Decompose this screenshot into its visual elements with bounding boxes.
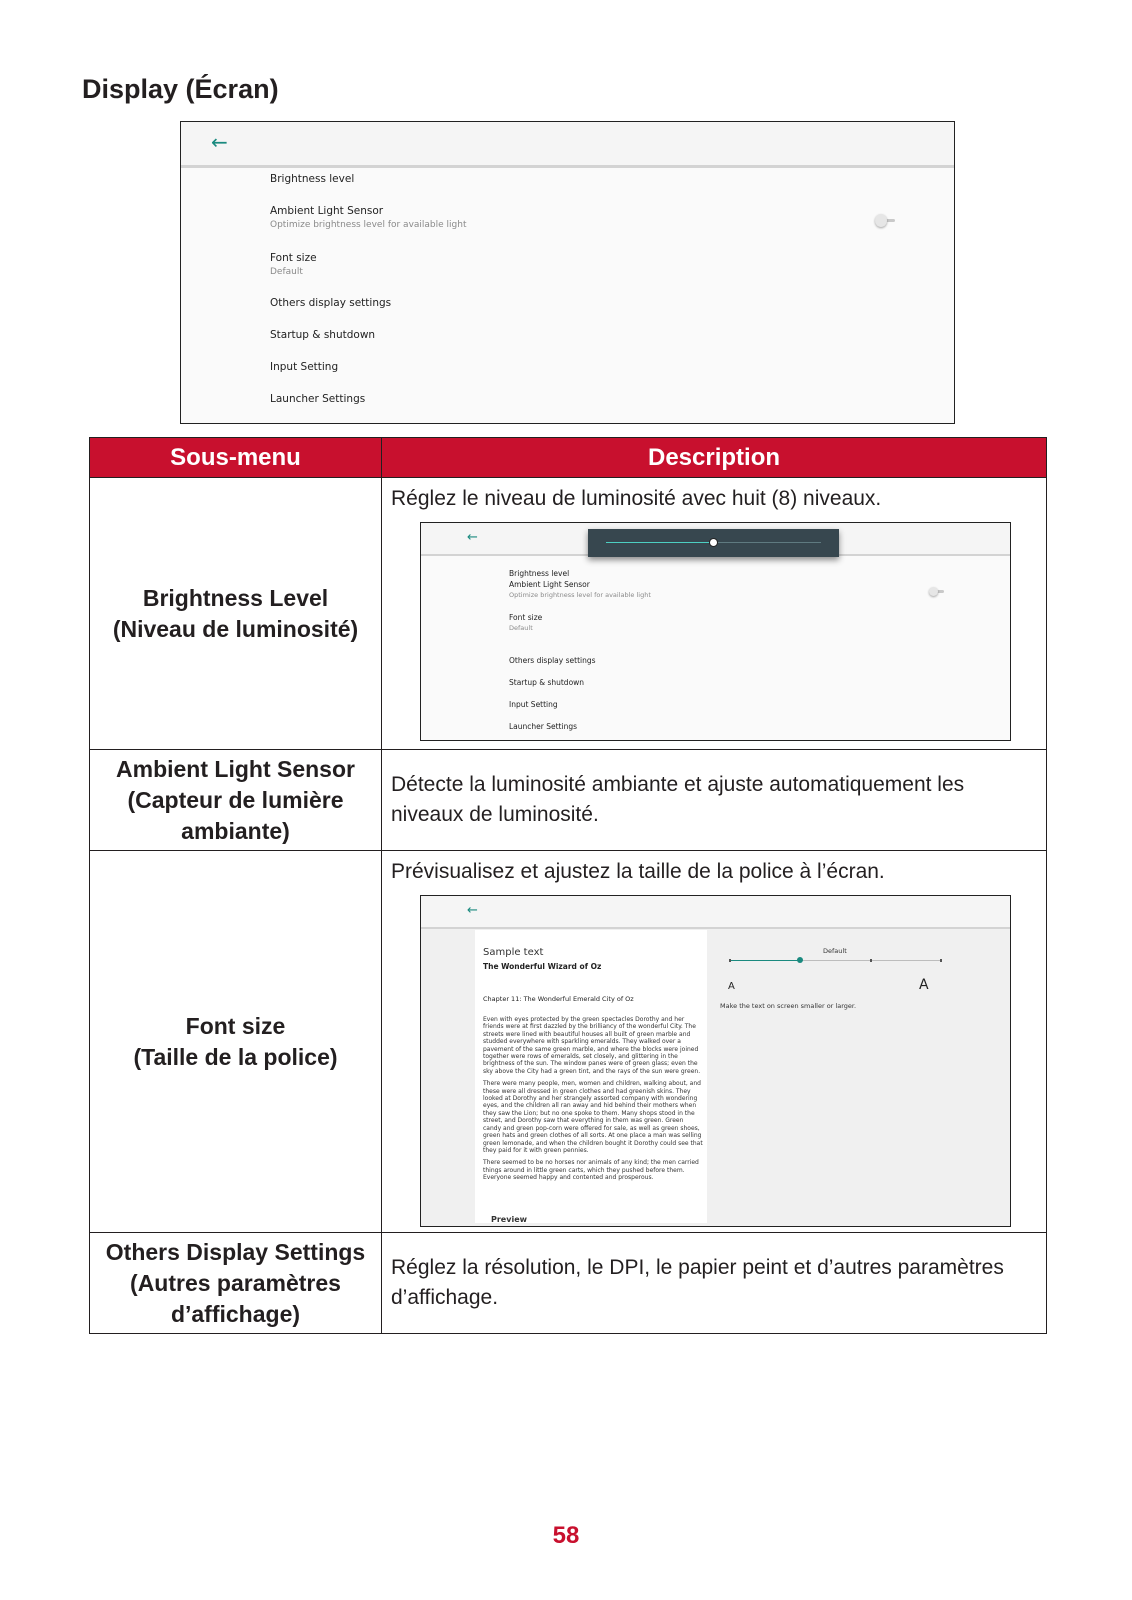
description-text: Prévisualisez et ajustez la taille de la police à l’écran. xyxy=(391,860,885,883)
toggle-knob xyxy=(929,587,938,596)
item-label: Input Setting xyxy=(270,361,339,373)
preview-sheet xyxy=(475,930,707,1223)
item-label: Launcher Settings xyxy=(270,393,366,405)
item-sub: Default xyxy=(270,267,303,277)
table-row xyxy=(90,851,1047,1233)
menu-item-input[interactable] xyxy=(270,361,338,373)
top-bar xyxy=(181,122,954,168)
item-label: Startup & shutdown xyxy=(509,678,585,687)
slider-fill xyxy=(606,542,714,543)
sample-body xyxy=(483,952,703,1187)
brightness-screenshot xyxy=(420,522,1011,741)
description-cell xyxy=(382,851,1047,1233)
item-label: Font size xyxy=(270,252,317,264)
item-label: Ambient Light Sensor xyxy=(509,580,590,589)
menu-item-ambient-light[interactable] xyxy=(509,580,651,600)
name-line: (Niveau de luminosité) xyxy=(112,615,359,642)
brightness-slider-popup xyxy=(588,529,839,557)
menu-item-launcher[interactable] xyxy=(509,712,577,741)
name-line: Ambient Light Sensor xyxy=(116,755,355,782)
menu-item-launcher[interactable] xyxy=(270,393,365,405)
slider-thumb[interactable] xyxy=(709,538,718,547)
name-line: Brightness Level xyxy=(142,584,329,611)
item-sub: Default xyxy=(509,624,533,632)
book-title: The Wonderful Wizard of Oz xyxy=(483,962,602,971)
ambient-light-toggle[interactable] xyxy=(929,587,944,596)
description-text: Réglez la résolution, le DPI, le papier peint et d’autres paramètres d’affichage. xyxy=(391,1256,1004,1309)
table-row xyxy=(90,750,1047,851)
submenu-name xyxy=(90,750,382,851)
name-line: Font size xyxy=(185,1012,286,1039)
item-label: Launcher Settings xyxy=(509,722,578,731)
description-cell xyxy=(382,750,1047,851)
default-label: Default xyxy=(823,947,847,955)
description-cell xyxy=(382,478,1047,750)
large-a-label: A xyxy=(919,977,929,993)
name-line: Others Display Settings xyxy=(105,1238,366,1265)
ambient-light-toggle[interactable] xyxy=(875,214,895,227)
item-sub: Optimize brightness level for available light xyxy=(270,220,467,230)
sample-paragraph: There seemed to be no horses nor animals of any kind; the men carried things around in little green carts, which they pushed before them. Everyone seemed happy and contented and prosperous. xyxy=(483,1159,699,1182)
chapter-title: Chapter 11: The Wonderful Emerald City of Oz xyxy=(483,995,634,1003)
table-header-row xyxy=(90,438,1047,478)
header-description: Description xyxy=(382,438,1047,478)
description-text: Détecte la luminosité ambiante et ajuste automatiquement les niveaux de luminosité. xyxy=(391,773,965,826)
item-label: Brightness level xyxy=(270,173,355,185)
preview-label: Preview xyxy=(491,1215,528,1224)
arrow-left-icon[interactable]: ← xyxy=(467,903,478,918)
submenu-name xyxy=(90,1233,382,1334)
description-cell xyxy=(382,1233,1047,1334)
item-label: Input Setting xyxy=(509,700,558,709)
slider-tick xyxy=(940,959,942,962)
font-size-slider[interactable] xyxy=(730,957,941,965)
menu-item-others-display[interactable] xyxy=(270,297,391,309)
item-label: Brightness level xyxy=(509,569,570,578)
name-line: ambiante) xyxy=(181,817,290,844)
page-number: 58 xyxy=(552,1522,580,1549)
sample-paragraph: There were many people, men, women and children, walking about, and these were all dressed in green clothes and had greenish skins. They looked at Dorothy and her strangely assorted company with wondering eyes, and the children all ran away and hid behind their mothers when they saw the Lion; but no one spoke to them. Many shops stood in the street, and Dorothy saw that everything in them was green. Green candy and green pop-corn were offered for sale, as well as green shoes, green hats and green clothes of all sorts. At one place a man was selling green lemonade, and when the children bought it Dorothy could see that they paid for it with green pennies. xyxy=(483,1080,703,1154)
menu-item-font-size[interactable] xyxy=(270,251,317,279)
font-size-screenshot xyxy=(420,895,1011,1227)
name-line: (Taille de la police) xyxy=(133,1043,338,1070)
submenu-name xyxy=(90,478,382,750)
submenu-table xyxy=(89,437,1047,1334)
sample-text-label: Sample text xyxy=(483,947,544,958)
toggle-knob xyxy=(875,214,887,227)
menu-item-ambient-light[interactable] xyxy=(270,204,466,232)
slider-tick xyxy=(870,959,872,962)
slider-thumb[interactable] xyxy=(797,957,803,963)
name-line: (Capteur de lumière xyxy=(127,786,344,813)
table-row xyxy=(90,478,1047,750)
item-label: Others display settings xyxy=(270,297,392,309)
item-label: Others display settings xyxy=(509,656,596,665)
page-title: Display (Écran) xyxy=(82,74,279,104)
item-label: Font size xyxy=(509,613,543,622)
header-submenu: Sous-menu xyxy=(90,438,382,478)
menu-item-font-size[interactable] xyxy=(509,613,542,633)
item-label: Startup & shutdown xyxy=(270,329,376,341)
slider-track[interactable] xyxy=(606,542,821,543)
arrow-left-icon[interactable]: ← xyxy=(211,130,228,154)
slider-tick xyxy=(729,959,731,962)
item-sub: Optimize brightness level for available light xyxy=(509,591,651,599)
description-text: Réglez le niveau de luminosité avec huit (8) niveaux. xyxy=(391,487,882,510)
table-row xyxy=(90,1233,1047,1334)
name-line: (Autres paramètres xyxy=(130,1269,341,1296)
top-bar xyxy=(421,896,1010,929)
slider-fill xyxy=(730,960,800,961)
settings-screenshot xyxy=(180,121,955,424)
font-hint: Make the text on screen smaller or larger. xyxy=(720,1002,857,1010)
menu-item-startup[interactable] xyxy=(270,329,375,341)
submenu-name xyxy=(90,851,382,1233)
sample-paragraph: Even with eyes protected by the green spectacles Dorothy and her friends were at first dazzled by the brilliancy of the wonderful City. The streets were lined with beautiful houses all built of green marble and studded everywhere with sparkling emeralds. They walked over a pavement of the same green marble, and where the blocks were joined together were rows of emeralds, set closely, and glittering in the brightness of the sun. The window panes were of green glass; even the sky above the City had a green tint, and the rays of the sun were green. xyxy=(483,1016,701,1075)
arrow-left-icon[interactable]: ← xyxy=(467,530,478,545)
name-line: d’affichage) xyxy=(170,1300,301,1327)
item-label: Ambient Light Sensor xyxy=(270,205,384,217)
small-a-label: A xyxy=(728,981,735,992)
menu-item-brightness[interactable] xyxy=(270,173,354,185)
